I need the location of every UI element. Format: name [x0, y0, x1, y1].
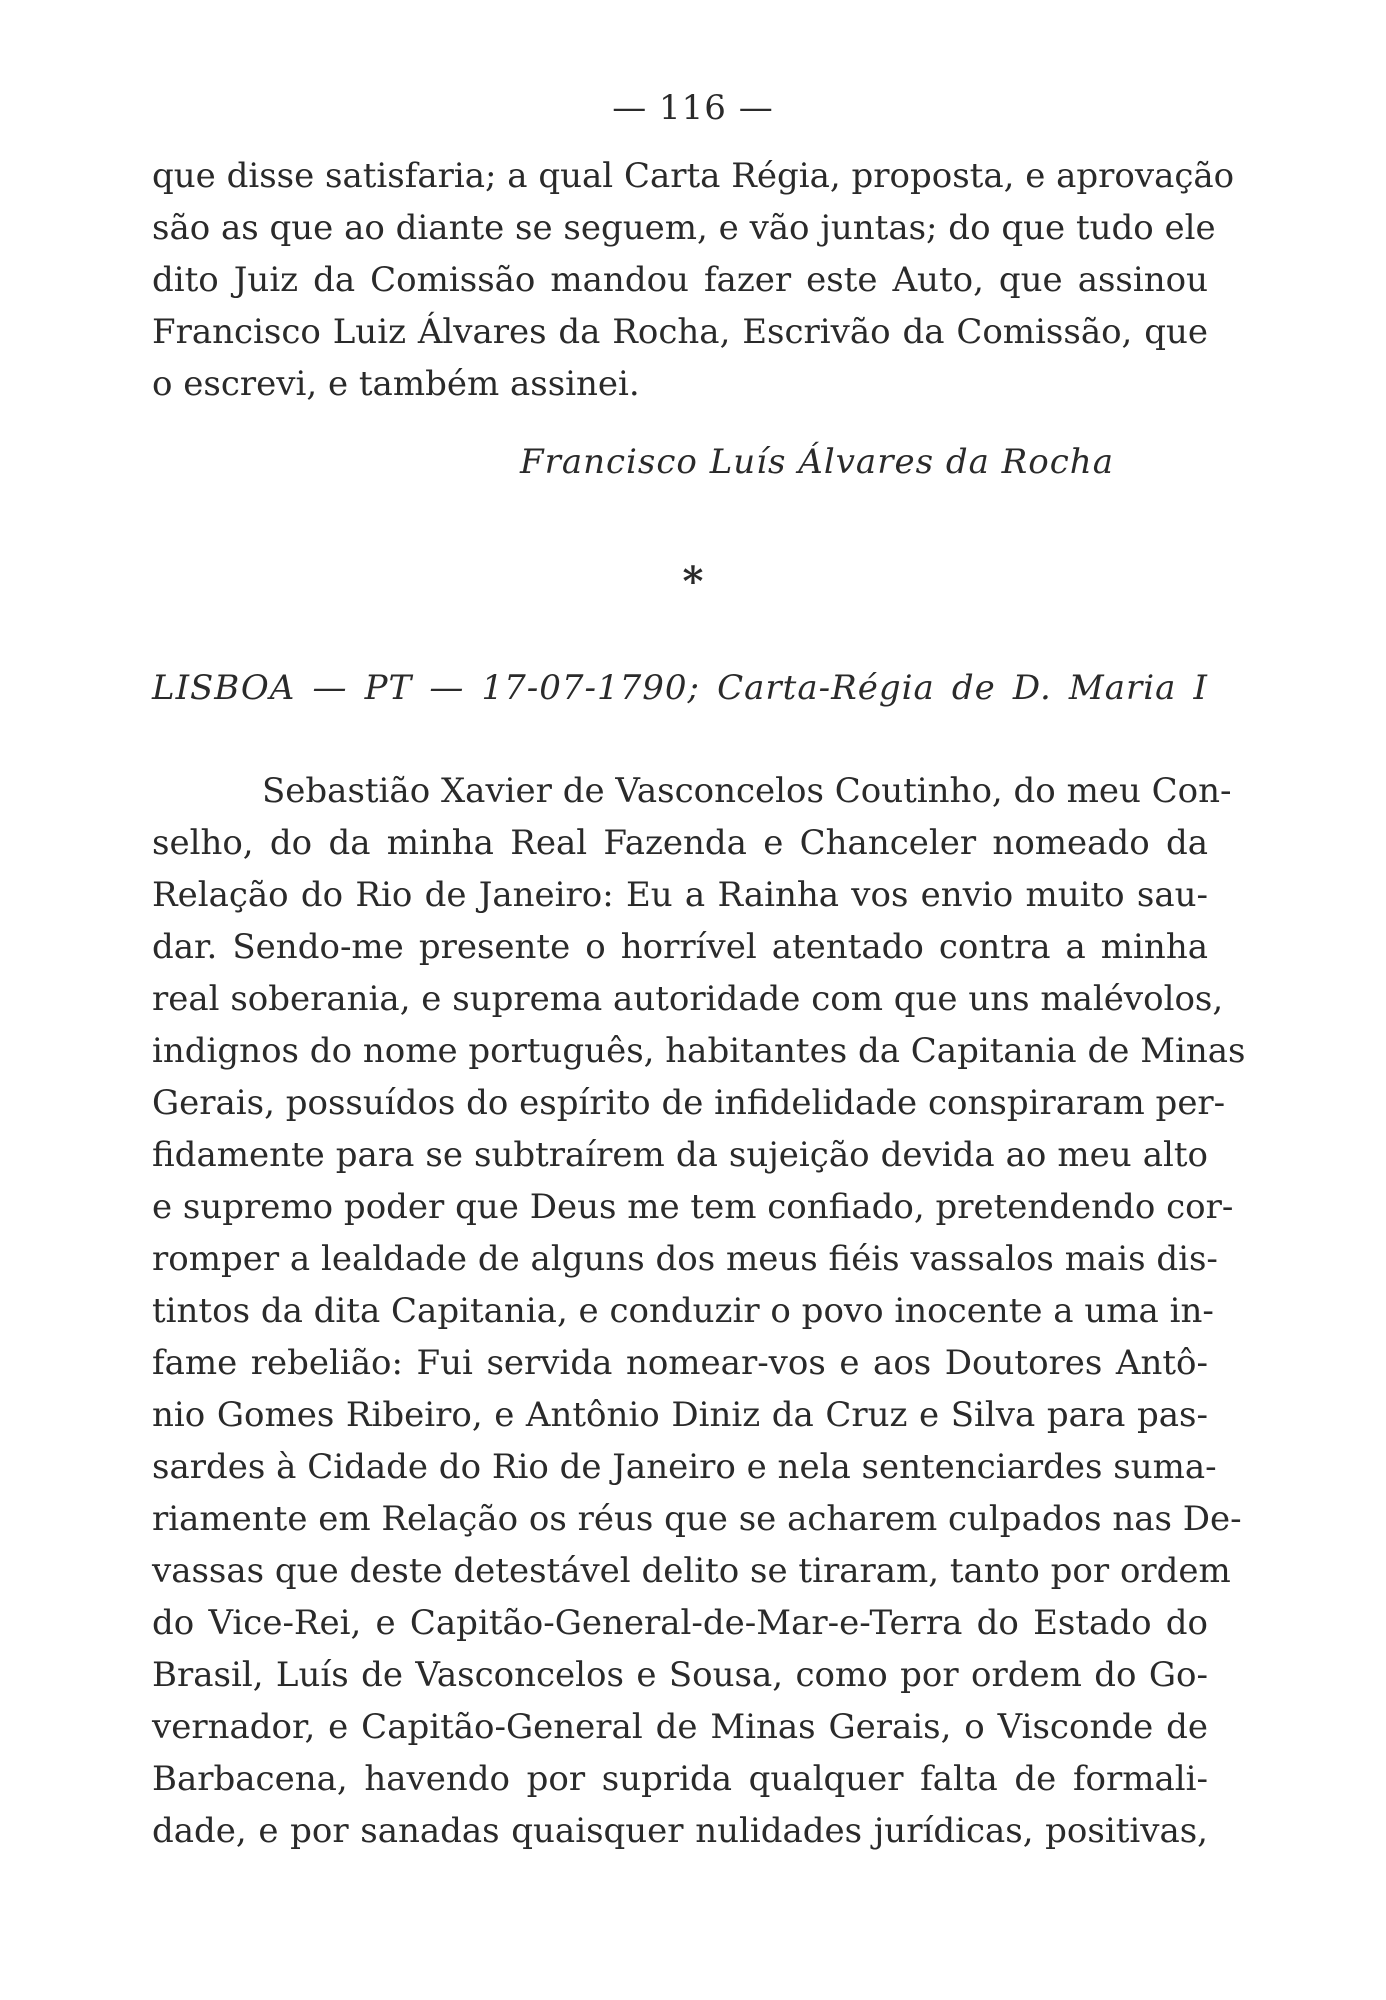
text-line: são as que ao diante se seguem, e vão juntas; do que tudo ele: [152, 208, 1216, 248]
text-line: real soberania, e suprema autoridade com que uns malévolos,: [152, 979, 1224, 1019]
text-line: vernador, e Capitão-General de Minas Gerais, o Visconde de: [152, 1707, 1208, 1747]
text-line: romper a lealdade de alguns dos meus fiéis vassalos mais dis-: [152, 1239, 1218, 1279]
text-line: e supremo poder que Deus me tem confiado, pretendendo cor-: [152, 1187, 1234, 1227]
text-line: que disse satisfaria; a qual Carta Régia, proposta, e aprovação: [152, 156, 1235, 196]
paragraph-auto: [152, 150, 1235, 410]
text-line: dar. Sendo-me presente o horrível atentado contra a minha: [152, 927, 1208, 967]
text-line: vassas que deste detestável delito se tiraram, tanto por ordem: [152, 1551, 1231, 1591]
text-line: Brasil, Luís de Vasconcelos e Sousa, como por ordem do Go-: [152, 1655, 1208, 1695]
text-line: tintos da dita Capitania, e conduzir o povo inocente a uma in-: [152, 1291, 1214, 1331]
text-line: o escrevi, e também assinei.: [152, 364, 640, 404]
text-line: fidamente para se subtraírem da sujeição devida ao meu alto: [152, 1135, 1208, 1175]
section-heading: LISBOA — PT — 17-07-1790; Carta-Régia de D. Maria I: [152, 668, 1208, 708]
text-line: riamente em Relação os réus que se acharem culpados nas De-: [152, 1499, 1242, 1539]
text-line: nio Gomes Ribeiro, e Antônio Diniz da Cruz e Silva para pas-: [152, 1395, 1208, 1435]
text-line: fame rebelião: Fui servida nomear-vos e aos Doutores Antô-: [152, 1343, 1208, 1383]
text-line: Gerais, possuídos do espírito de infidelidade conspiraram per-: [152, 1083, 1226, 1123]
text-line: Relação do Rio de Janeiro: Eu a Rainha vos envio muito sau-: [152, 875, 1208, 915]
paragraph-carta-regia: [152, 765, 1246, 1857]
text-line: indignos do nome português, habitantes da Capitania de Minas: [152, 1031, 1246, 1071]
page-number: — 116 —: [612, 88, 774, 128]
text-line: dito Juiz da Comissão mandou fazer este Auto, que assinou: [152, 260, 1208, 300]
section-separator: *: [682, 558, 704, 605]
text-line: dade, e por sanadas quaisquer nulidades jurídicas, positivas,: [152, 1811, 1208, 1851]
text-line: sardes à Cidade do Rio de Janeiro e nela sentenciardes suma-: [152, 1447, 1217, 1487]
signature-name: Francisco Luís Álvares da Rocha: [520, 442, 1114, 482]
text-line: Barbacena, havendo por suprida qualquer falta de formali-: [152, 1759, 1208, 1799]
text-line: Sebastião Xavier de Vasconcelos Coutinho, do meu Con-: [262, 771, 1232, 811]
text-line: selho, do da minha Real Fazenda e Chanceler nomeado da: [152, 823, 1208, 863]
text-line: Francisco Luiz Álvares da Rocha, Escrivão da Comissão, que: [152, 312, 1208, 352]
text-line: do Vice-Rei, e Capitão-General-de-Mar-e-Terra do Estado do: [152, 1603, 1208, 1643]
